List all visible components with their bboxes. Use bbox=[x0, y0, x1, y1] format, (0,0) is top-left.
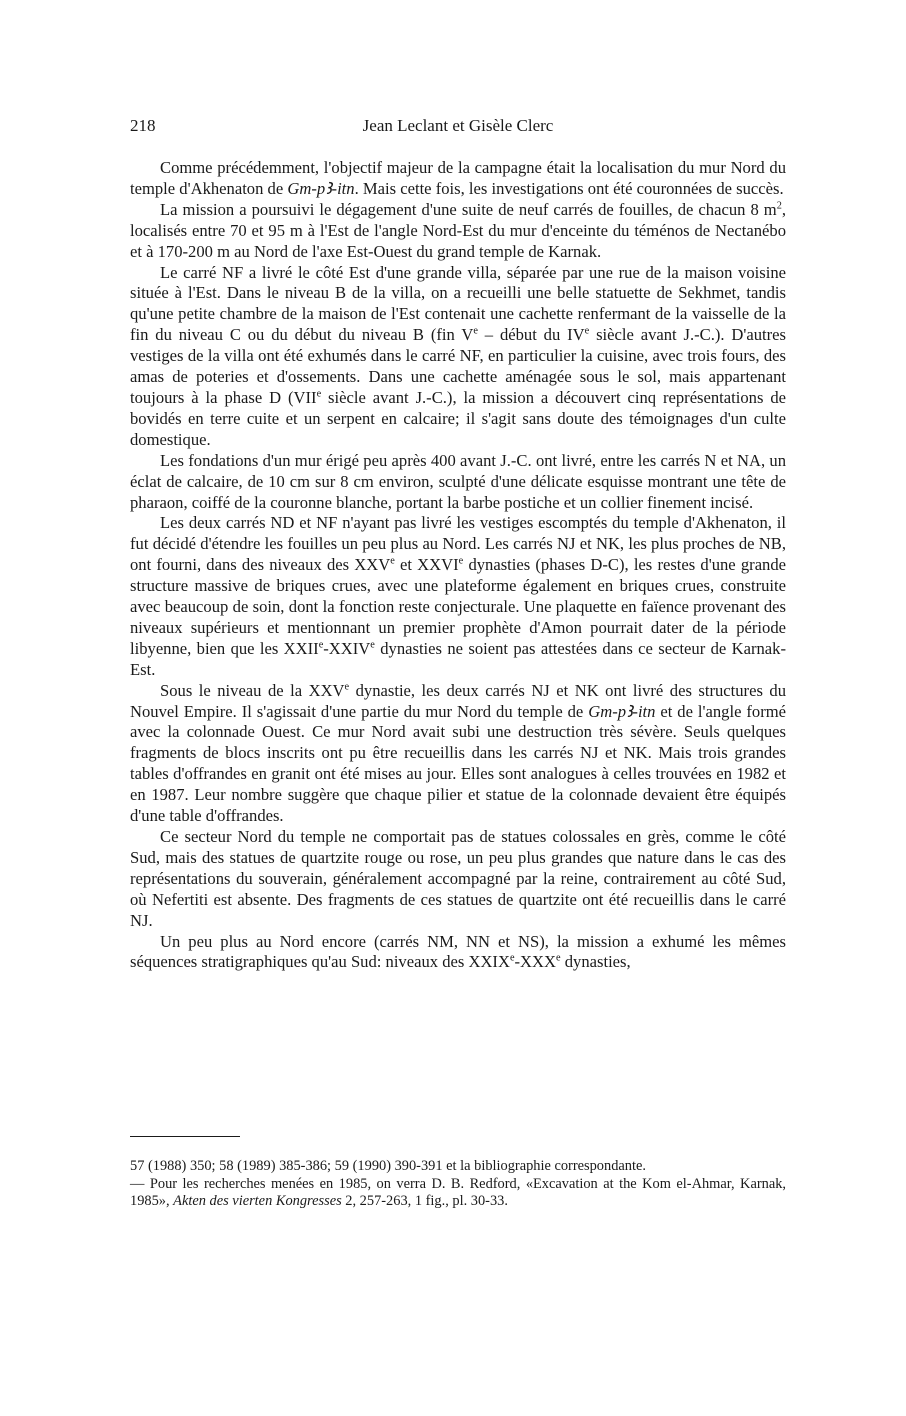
paragraph-5 bbox=[130, 513, 786, 680]
text-run: -XXIV bbox=[323, 638, 371, 658]
page-header bbox=[130, 116, 786, 138]
text-run: dynasties, bbox=[560, 952, 631, 972]
footnote bbox=[130, 1158, 786, 1211]
page-number: 218 bbox=[130, 116, 156, 135]
text-run: 2, 257-263, 1 fig., pl. 30-33. bbox=[341, 1193, 508, 1209]
italic-term: Gm-pꜢ-itn bbox=[588, 701, 656, 721]
text-run: La mission a poursuivi le dégagement d'une suite de neuf carrés de fouilles, de chacun 8 m bbox=[160, 199, 777, 219]
superscript: e bbox=[316, 388, 322, 400]
superscript: e bbox=[584, 325, 590, 337]
italic-term: Gm-pꜢ-itn bbox=[287, 178, 355, 198]
paragraph-6 bbox=[130, 681, 786, 827]
text-run: Sous le niveau de la XXV bbox=[160, 680, 345, 700]
paragraph-8 bbox=[130, 932, 786, 974]
superscript: e bbox=[344, 681, 350, 693]
text-run: Comme précédemment, l'objectif majeur de la campagne était la localisation du mur Nord du temple d'Akhenaton de bbox=[130, 158, 786, 198]
superscript: e bbox=[509, 952, 515, 964]
superscript: e bbox=[556, 952, 561, 964]
text-run: -XXX bbox=[514, 952, 557, 972]
paragraph-7: Ce secteur Nord du temple ne comportait pas de statues colossales en grès, comme le côté Sud, mais des statues de quartzite rouge ou rose, un peu plus grandes que nature dans le cas des représentations du souverain, généralement accompagné par la reine, contrairement au côté Sud, où Nefertiti est absente. Des fragments de ces statues de quartzite ont été recueillis dans le carré NJ. bbox=[130, 827, 786, 930]
text-run: Les deux carrés ND et NF n'ayant pas livré les vestiges escomptés du temple d'Akhenaton, il fut décidé d'étendre les fouilles un peu plus au Nord. Les carrés NJ et NK, les plus proches de NB, ont fourni, dans des niveaux des XXV bbox=[130, 513, 786, 575]
superscript: e bbox=[370, 639, 375, 651]
main-text bbox=[130, 158, 786, 973]
text-run: Le carré NF a livré le côté Est d'une grande villa, séparée par une rue de la maison voisine située à l'Est. Dans le niveau B de la villa, on a recueilli une belle statuette de Sekhmet, tandis qu'une petite chambre de la maison de l'Est contenait une cachette renfermant de la vaisselle de la fin du niveau C ou du début du niveau B (fin V bbox=[130, 262, 786, 345]
paragraph-1 bbox=[130, 158, 786, 200]
text-run: dynasties (phases D-C), les restes d'une grande structure massive de briques crues, avec une plateforme également en briques crues, construite avec beaucoup de soin, dont la fonction reste conjecturale. Une plaquette en faïence provenant des niveaux supérieurs et mentionnant un premier prophète d'Amon pourrait dater de la période libyenne, bien que les XXII bbox=[130, 555, 787, 658]
paragraph-2 bbox=[130, 200, 786, 263]
text-run: . Mais cette fois, les investigations ont été couronnées de succès. bbox=[354, 178, 784, 198]
text-run: et de l'angle formé avec la colonnade Ouest. Ce mur Nord avait subi une destruction très sévère. Seuls quelques fragments de blocs inscrits ont pu être recueillis dans les carrés NJ et NK. Mais trois grandes tables d'offrandes en granit ont été mises au jour. Elles sont analogues à celles trouvées en 1982 et en 1987. Leur nombre suggère que chaque pilier et statue de la colonnade devaient être équipés d'une table d'offrandes. bbox=[130, 701, 786, 826]
text-run: , localisés entre 70 et 95 m à l'Est de l'angle Nord-Est du mur d'enceinte du téménos de Nectanébo et à 170-200 m au Nord de l'axe Est-Ouest du grand temple de Karnak. bbox=[130, 199, 786, 261]
text-run: siècle avant J.-C.), la mission a découvert cinq représentations de bovidés en terre cuite et un serpent en calcaire; il s'agit sans doute des témoignages d'un culte domestique. bbox=[130, 387, 786, 449]
footnote-divider bbox=[130, 1136, 240, 1137]
superscript: e bbox=[390, 555, 395, 567]
text-run: dynastie, les deux carrés NJ et NK ont livré des structures du Nouvel Empire. Il s'agissait d'une partie du mur Nord du temple de bbox=[130, 680, 786, 721]
text-run: siècle avant J.-C.). D'autres vestiges de la villa ont été exhumés dans le carré NF, en particulier la cuisine, avec trois fours, des amas de poteries et d'ossements. Dans une cachette aménagée sous le sol, mais appartenant toujours à la phase D (VII bbox=[130, 325, 786, 407]
superscript: e bbox=[458, 555, 464, 567]
text-run: – début du IV bbox=[477, 325, 585, 345]
superscript: e bbox=[473, 325, 478, 337]
text-run: dynasties ne soient pas attestées dans ce secteur de Karnak-Est. bbox=[130, 638, 786, 679]
superscript: e bbox=[318, 639, 324, 651]
paragraph-3 bbox=[130, 263, 786, 451]
running-title: Jean Leclant et Gisèle Clerc bbox=[362, 116, 554, 135]
superscript: 2 bbox=[776, 200, 782, 212]
text-run: et XXVI bbox=[394, 555, 459, 575]
paragraph-4: Les fondations d'un mur érigé peu après 400 avant J.-C. ont livré, entre les carrés N et NA, un éclat de calcaire, de 10 cm sur 8 cm environ, sculpté d'une délicate esquisse montrant une tête de pharaon, coiffé de la couronne blanche, portant la barbe postiche et un collier finement incisé. bbox=[130, 450, 786, 512]
footnote-line-2 bbox=[130, 1176, 786, 1211]
italic-title: Akten des vierten Kongresses bbox=[173, 1193, 342, 1209]
text-run: Un peu plus au Nord encore (carrés NM, NN et NS), la mission a exhumé les mêmes séquences stratigraphiques qu'au Sud: niveaux des XXIX bbox=[130, 931, 786, 972]
text-run: — Pour les recherches menées en 1985, on verra D. B. Redford, «Excavation at the Kom el-Ahmar, Karnak, 1985», bbox=[130, 1175, 786, 1209]
footnote-line-1: 57 (1988) 350; 58 (1989) 385-386; 59 (1990) 390-391 et la bibliographie correspondante. bbox=[130, 1158, 646, 1174]
